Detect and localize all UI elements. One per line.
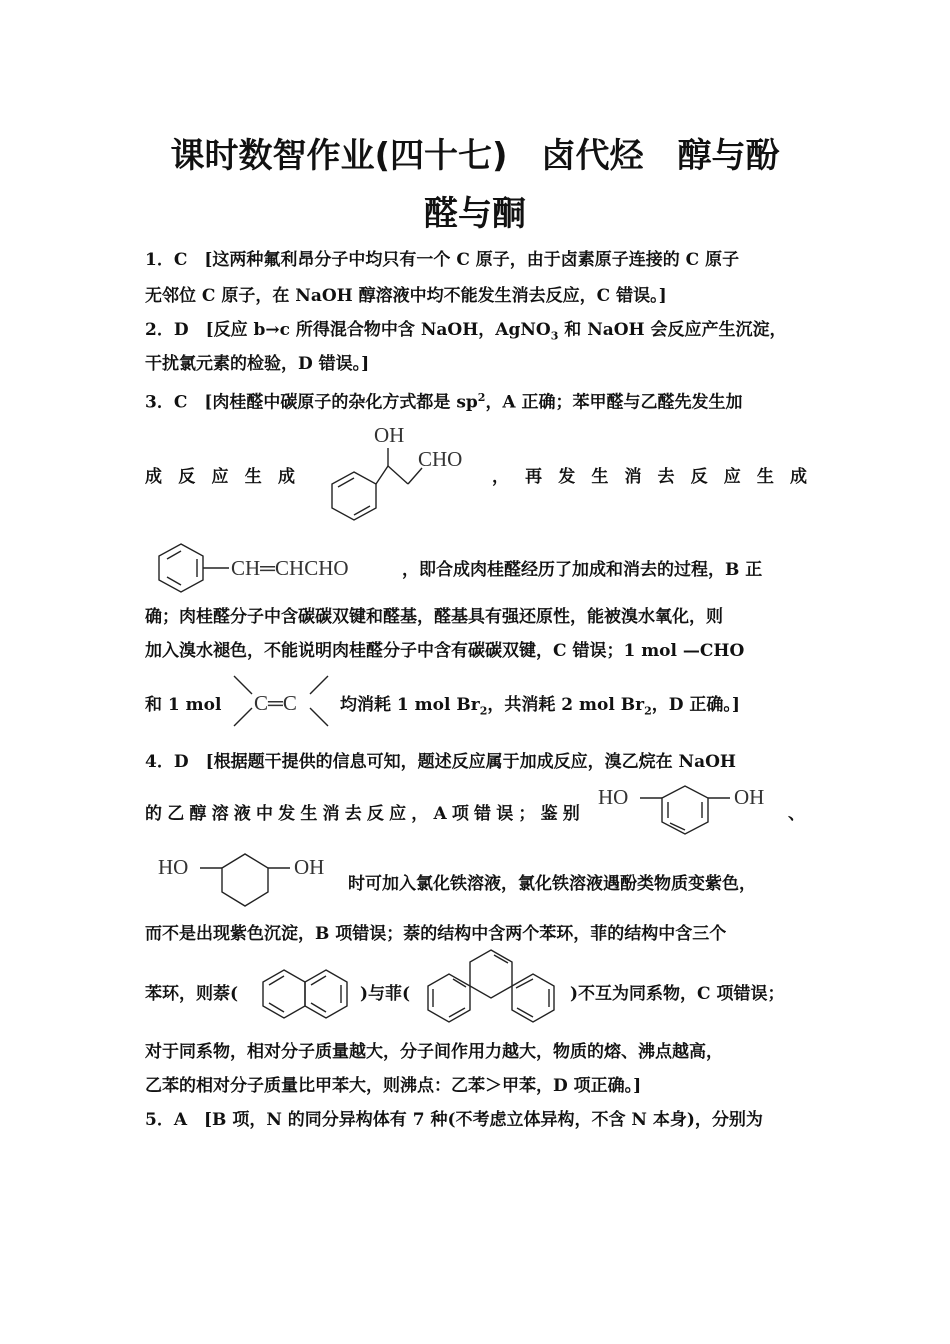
q4-line6: 对于同系物，相对分子质量越大，分子间作用力越大，物质的熔、沸点越高， (145, 1042, 723, 1062)
q3-line3-tail: ，即合成肉桂醛经历了加成和消去的过程，B 正 (402, 560, 763, 580)
q4-line4: 而不是出现紫色沉淀，B 项错误；萘的结构中含两个苯环，菲的结构中含三个 (145, 924, 727, 944)
q3-line6-tail: 均消耗 1 mol $Br_2$，共消耗 2 mol $Br_2$，D 正确。] (340, 695, 740, 718)
cc-label: C═C (254, 691, 297, 715)
q4-line1: 4．D [根据题干提供的信息可知，题述反应属于加成反应，溴乙烷在 NaOH (145, 752, 736, 772)
q4-line7: 乙苯的相对分子质量比甲苯大，则沸点：乙苯＞甲苯，D 项正确。] (145, 1076, 642, 1096)
q4-line3-tail: 时可加入氯化铁溶液，氯化铁溶液遇酚类物质变紫色， (348, 874, 756, 894)
q4-line5-c: )不互为同系物，C 项错误； (570, 984, 785, 1004)
q4-line5-a: 苯环，则萘( (145, 984, 239, 1004)
q4-line5-b: )与菲( (360, 984, 411, 1004)
q1-line1: 1．C [这两种氟利昂分子中均只有一个 C 原子，由于卤素原子连接的 C 原子 (145, 250, 740, 270)
carbon-double-bond-structure (228, 670, 338, 734)
oh-label: OH (374, 423, 405, 447)
page-title-line2: 醛与酮 (424, 194, 526, 234)
q3-line5: 加入溴水褪色，不能说明肉桂醛分子中含有碳碳双键，C 错误；1 mol —CHO (145, 641, 745, 661)
cho-label: CHO (418, 447, 463, 471)
q3-add-text: 成 反 应 生 成 (145, 467, 295, 487)
q2-line2: 干扰氯元素的检验，D 错误。] (145, 354, 370, 374)
q3-then-text: ， 再 发 生 消 去 反 应 生 成 (492, 467, 807, 487)
cyclo-oh-label: OH (294, 855, 325, 879)
q5-line1: 5．A [B 项，N 的同分异构体有 7 种(不考虑立体异构，不含 N 本身)，分别为 (145, 1110, 763, 1130)
ch-chcho-label: CH═CHCHO (231, 556, 349, 580)
cyclo-ho-label: HO (158, 855, 189, 879)
resorcinol-oh-label: OH (734, 785, 765, 809)
q4-line2: 的 乙 醇 溶 液 中 发 生 消 去 反 应 ， A 项 错 误 ； 鉴 别 (145, 804, 580, 824)
resorcinol-ho-label: HO (598, 785, 629, 809)
phenanthrene-structure (428, 946, 558, 1030)
separator: 、 (788, 804, 805, 824)
naphthalene-structure (262, 966, 352, 1024)
hydroxy-phenyl-propanal-structure (318, 420, 488, 530)
q1-line2: 无邻位 C 原子，在 NaOH 醇溶液中均不能发生消去反应，C 错误。] (145, 286, 667, 306)
q2-line1: 2．D [反应 b→c 所得混合物中含 NaOH，AgNO$_3$ 和 NaOH 会反应产生沉淀， (145, 320, 787, 343)
cyclohexanediol-structure (158, 848, 348, 910)
cinnamaldehyde-structure (155, 540, 405, 596)
resorcinol-structure (598, 784, 778, 846)
q3-line6-head: 和 1 mol (145, 695, 222, 715)
page-title-line1: 课时数智作业(四十七) 卤代烃 醇与酚 (170, 136, 780, 176)
q3-line4: 确；肉桂醛分子中含碳碳双键和醛基，醛基具有强还原性，能被溴水氧化，则 (145, 607, 723, 627)
q3-line1: 3．C [肉桂醛中碳原子的杂化方式都是 $sp^2$，A 正确；苯甲醛与乙醛先发生加 (145, 391, 743, 413)
